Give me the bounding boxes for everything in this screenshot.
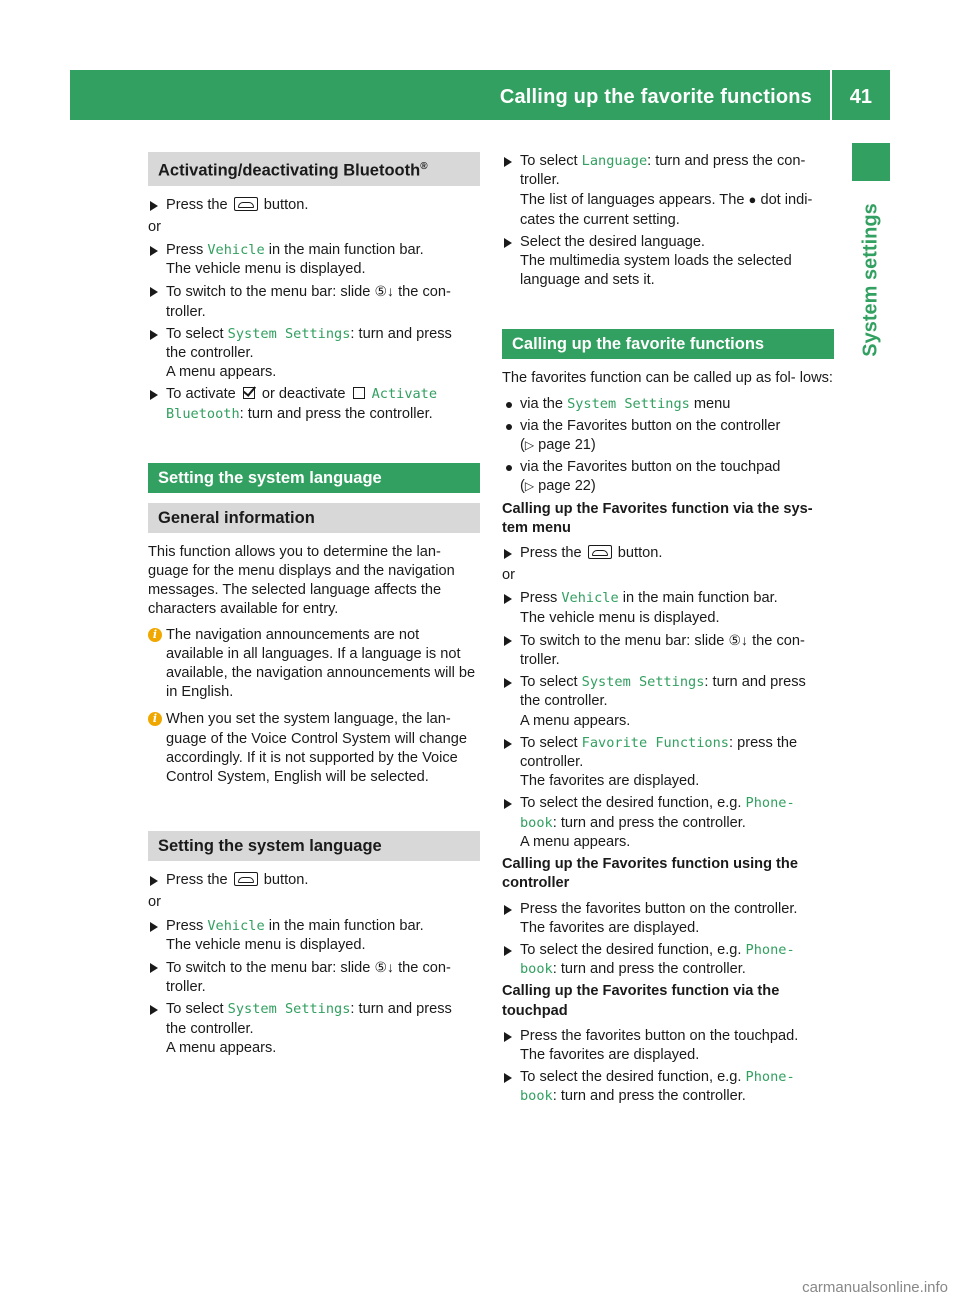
step: Press Vehicle in the main function bar. The vehicle menu is displayed. [148,917,480,955]
step: Press the favorites button on the controller. The favorites are displayed. [502,900,834,938]
info-icon: i [148,628,162,642]
step: Press the button. [148,196,480,215]
phonebook-term: book [520,814,553,831]
subheading: Calling up the Favorites function via the sys- tem menu [502,500,813,536]
step: To switch to the menu bar: slide ⑤↓ the con- troller. [148,958,480,997]
left-column [148,152,480,1061]
step: To select the desired function, e.g. Phone‐ book: turn and press the controller. A menu appears. [502,794,834,852]
header-bar [70,70,890,120]
phonebook-term: book [520,961,553,978]
info-note: i The navigation announcements are not available in all languages. If a language is not available, the navigation announcements will be in English. [148,626,480,703]
subheading: Calling up the Favorites function via the touchpad [502,983,780,1019]
step: To activate or deactivate Activate Bluetooth: turn and press the controller. [148,385,480,423]
phonebook-term: Phone‐ [745,1069,795,1086]
list-item: via the Favorites button on the touchpad (▷ page 22) [502,458,834,496]
step: Press the favorites button on the touchpad. The favorites are displayed. [502,1027,834,1065]
vehicle-button-icon [234,872,258,886]
step: To select System Settings: turn and press the controller. A menu appears. [148,1000,480,1058]
or-label: or [502,567,515,584]
step: To select the desired function, e.g. Phone‐ book: turn and press the controller. [502,941,834,979]
empty-box-icon [353,387,365,399]
system-settings-term: System Settings [581,674,705,691]
phonebook-term: Phone‐ [745,941,795,958]
controller-slide-icon: ⑤↓ [728,631,749,648]
step: Select the desired language. The multimedia system loads the selected language and sets it. [502,233,834,291]
controller-slide-icon: ⑤↓ [374,958,395,975]
page-header-title: Calling up the favorite functions [499,86,812,108]
page-ref-link[interactable]: page 21) [538,437,596,454]
info-icon: i [148,712,162,726]
watermark: carmanualsonline.info [802,1279,948,1296]
section-tab-marker [852,143,890,181]
subheading: Calling up the Favorites function using the controller [502,856,798,892]
favorites-section-heading: Calling up the favorite functions [502,329,834,359]
checked-box-icon [243,387,255,399]
page-number: 41 [849,86,872,108]
step: To switch to the menu bar: slide ⑤↓ the con- troller. [148,282,480,321]
dot-icon: ● [748,192,757,208]
system-settings-term: System Settings [567,395,690,412]
step: To select System Settings: turn and press the controller. A menu appears. [148,325,480,383]
phonebook-term: Phone‐ [745,795,795,812]
step: Press Vehicle in the main function bar. The vehicle menu is displayed. [502,589,834,627]
step: To switch to the menu bar: slide ⑤↓ the con- troller. [502,631,834,670]
favorites-intro: The favorites function can be called up as fol- lows: [502,370,833,387]
list-item: via the System Settings menu [502,395,834,414]
phonebook-term: book [520,1088,553,1105]
step: To select Favorite Functions: press the controller. The favorites are displayed. [502,734,834,792]
header-divider [830,70,832,120]
language-term: Language [581,153,648,169]
general-info-text: This function allows you to determine the lan- guage for the menu displays and the navigation messages. The selected language affects the characters available for entry. [148,543,455,618]
bluetooth-term: Bluetooth [166,405,240,422]
vehicle-menu-term: Vehicle [561,590,619,607]
info-note: i When you set the system language, the lan- guage of the Voice Control System will change accordingly. If it is not supported by the Voice Control System, English will be selected. [148,710,480,787]
system-settings-term: System Settings [227,1001,351,1018]
activate-term: Activate [371,386,438,403]
set-language-heading: Setting the system language [148,831,480,861]
page-ref-link[interactable]: page 22) [538,478,596,495]
step: To select System Settings: turn and press the controller. A menu appears. [502,673,834,731]
step: To select the desired function, e.g. Phone‐ book: turn and press the controller. [502,1068,834,1106]
or-label: or [148,218,161,235]
step: Press the button. [502,544,834,563]
language-section-heading: Setting the system language [148,463,480,493]
system-settings-term: System Settings [227,325,351,342]
or-label: or [148,894,161,911]
list-item: via the Favorites button on the controller (▷ page 21) [502,417,834,455]
favorite-functions-term: Favorite Functions [581,734,729,751]
controller-slide-icon: ⑤↓ [374,283,395,300]
bluetooth-heading: Activating/deactivating Bluetooth® [148,152,480,186]
section-tab [852,200,890,360]
step: Press the button. [148,871,480,890]
vehicle-button-icon [588,545,612,559]
section-tab-label: System settings [859,203,882,357]
step: To select Language: turn and press the con- troller. The list of languages appears. The ● dot indi- cates the current setting. [502,152,834,230]
step: Press Vehicle in the main function bar. The vehicle menu is displayed. [148,241,480,279]
page-ref-icon: ▷ [524,438,535,453]
vehicle-menu-term: Vehicle [207,917,265,934]
right-column [502,152,834,1110]
vehicle-button-icon [234,197,258,211]
vehicle-menu-term: Vehicle [207,241,265,258]
general-info-heading: General information [148,503,480,533]
page-ref-icon: ▷ [524,479,535,494]
